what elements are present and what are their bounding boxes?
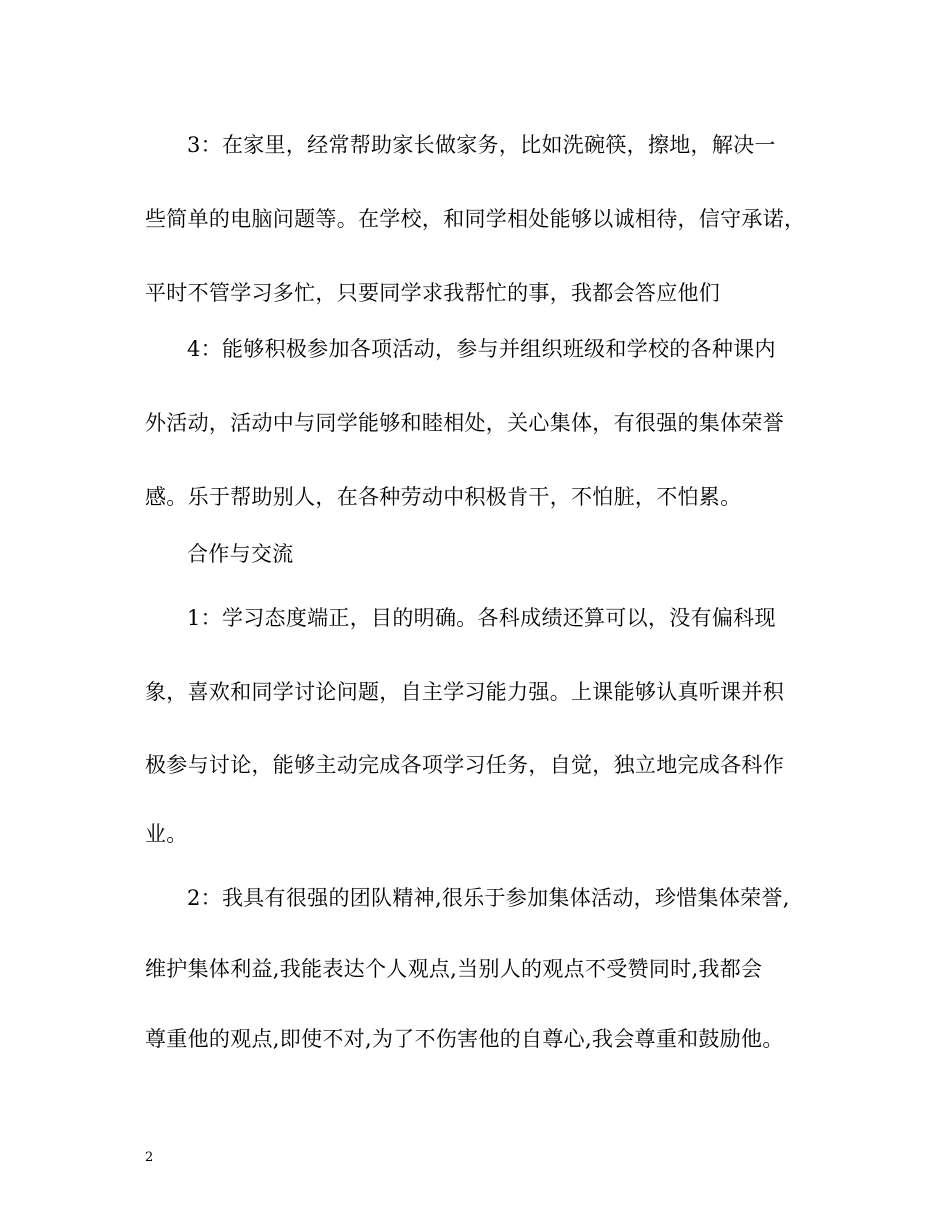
paragraph-line: 4：能够积极参加各项活动，参与并组织班级和学校的各种课内 <box>187 337 776 361</box>
paragraph-line: 2：我具有很强的团队精神,很乐于参加集体活动，珍惜集体荣誉, <box>187 886 790 910</box>
paragraph-line: 象，喜欢和同学讨论问题，自主学习能力强。上课能够认真听课并积 <box>145 680 784 704</box>
paragraph-line: 平时不管学习多忙，只要同学求我帮忙的事，我都会答应他们 <box>145 281 721 305</box>
paragraph-line: 业。 <box>145 822 188 846</box>
paragraph-line: 感。乐于帮助别人，在各种劳动中积极肯干，不怕脏，不怕累。 <box>145 485 742 509</box>
paragraph-line: 些简单的电脑问题等。在学校，和同学相处能够以诚相待，信守承诺， <box>145 207 806 231</box>
paragraph-line: 外活动，活动中与同学能够和睦相处，关心集体，有很强的集体荣誉 <box>145 411 784 435</box>
paragraph-line: 极参与讨论，能够主动完成各项学习任务，自觉，独立地完成各科作 <box>145 753 784 777</box>
paragraph-line: 3：在家里，经常帮助家长做家务，比如洗碗筷，擦地，解决一 <box>187 133 776 157</box>
paragraph-line: 尊重他的观点,即使不对,为了不伤害他的自尊心,我会尊重和鼓励他。 <box>145 1027 784 1051</box>
paragraph-line: 维护集体利益,我能表达个人观点,当别人的观点不受赞同时,我都会 <box>145 957 763 981</box>
page-number: 2 <box>145 1150 154 1165</box>
paragraph-line: 1：学习态度端正，目的明确。各科成绩还算可以，没有偏科现 <box>187 606 776 630</box>
section-heading: 合作与交流 <box>187 542 294 566</box>
